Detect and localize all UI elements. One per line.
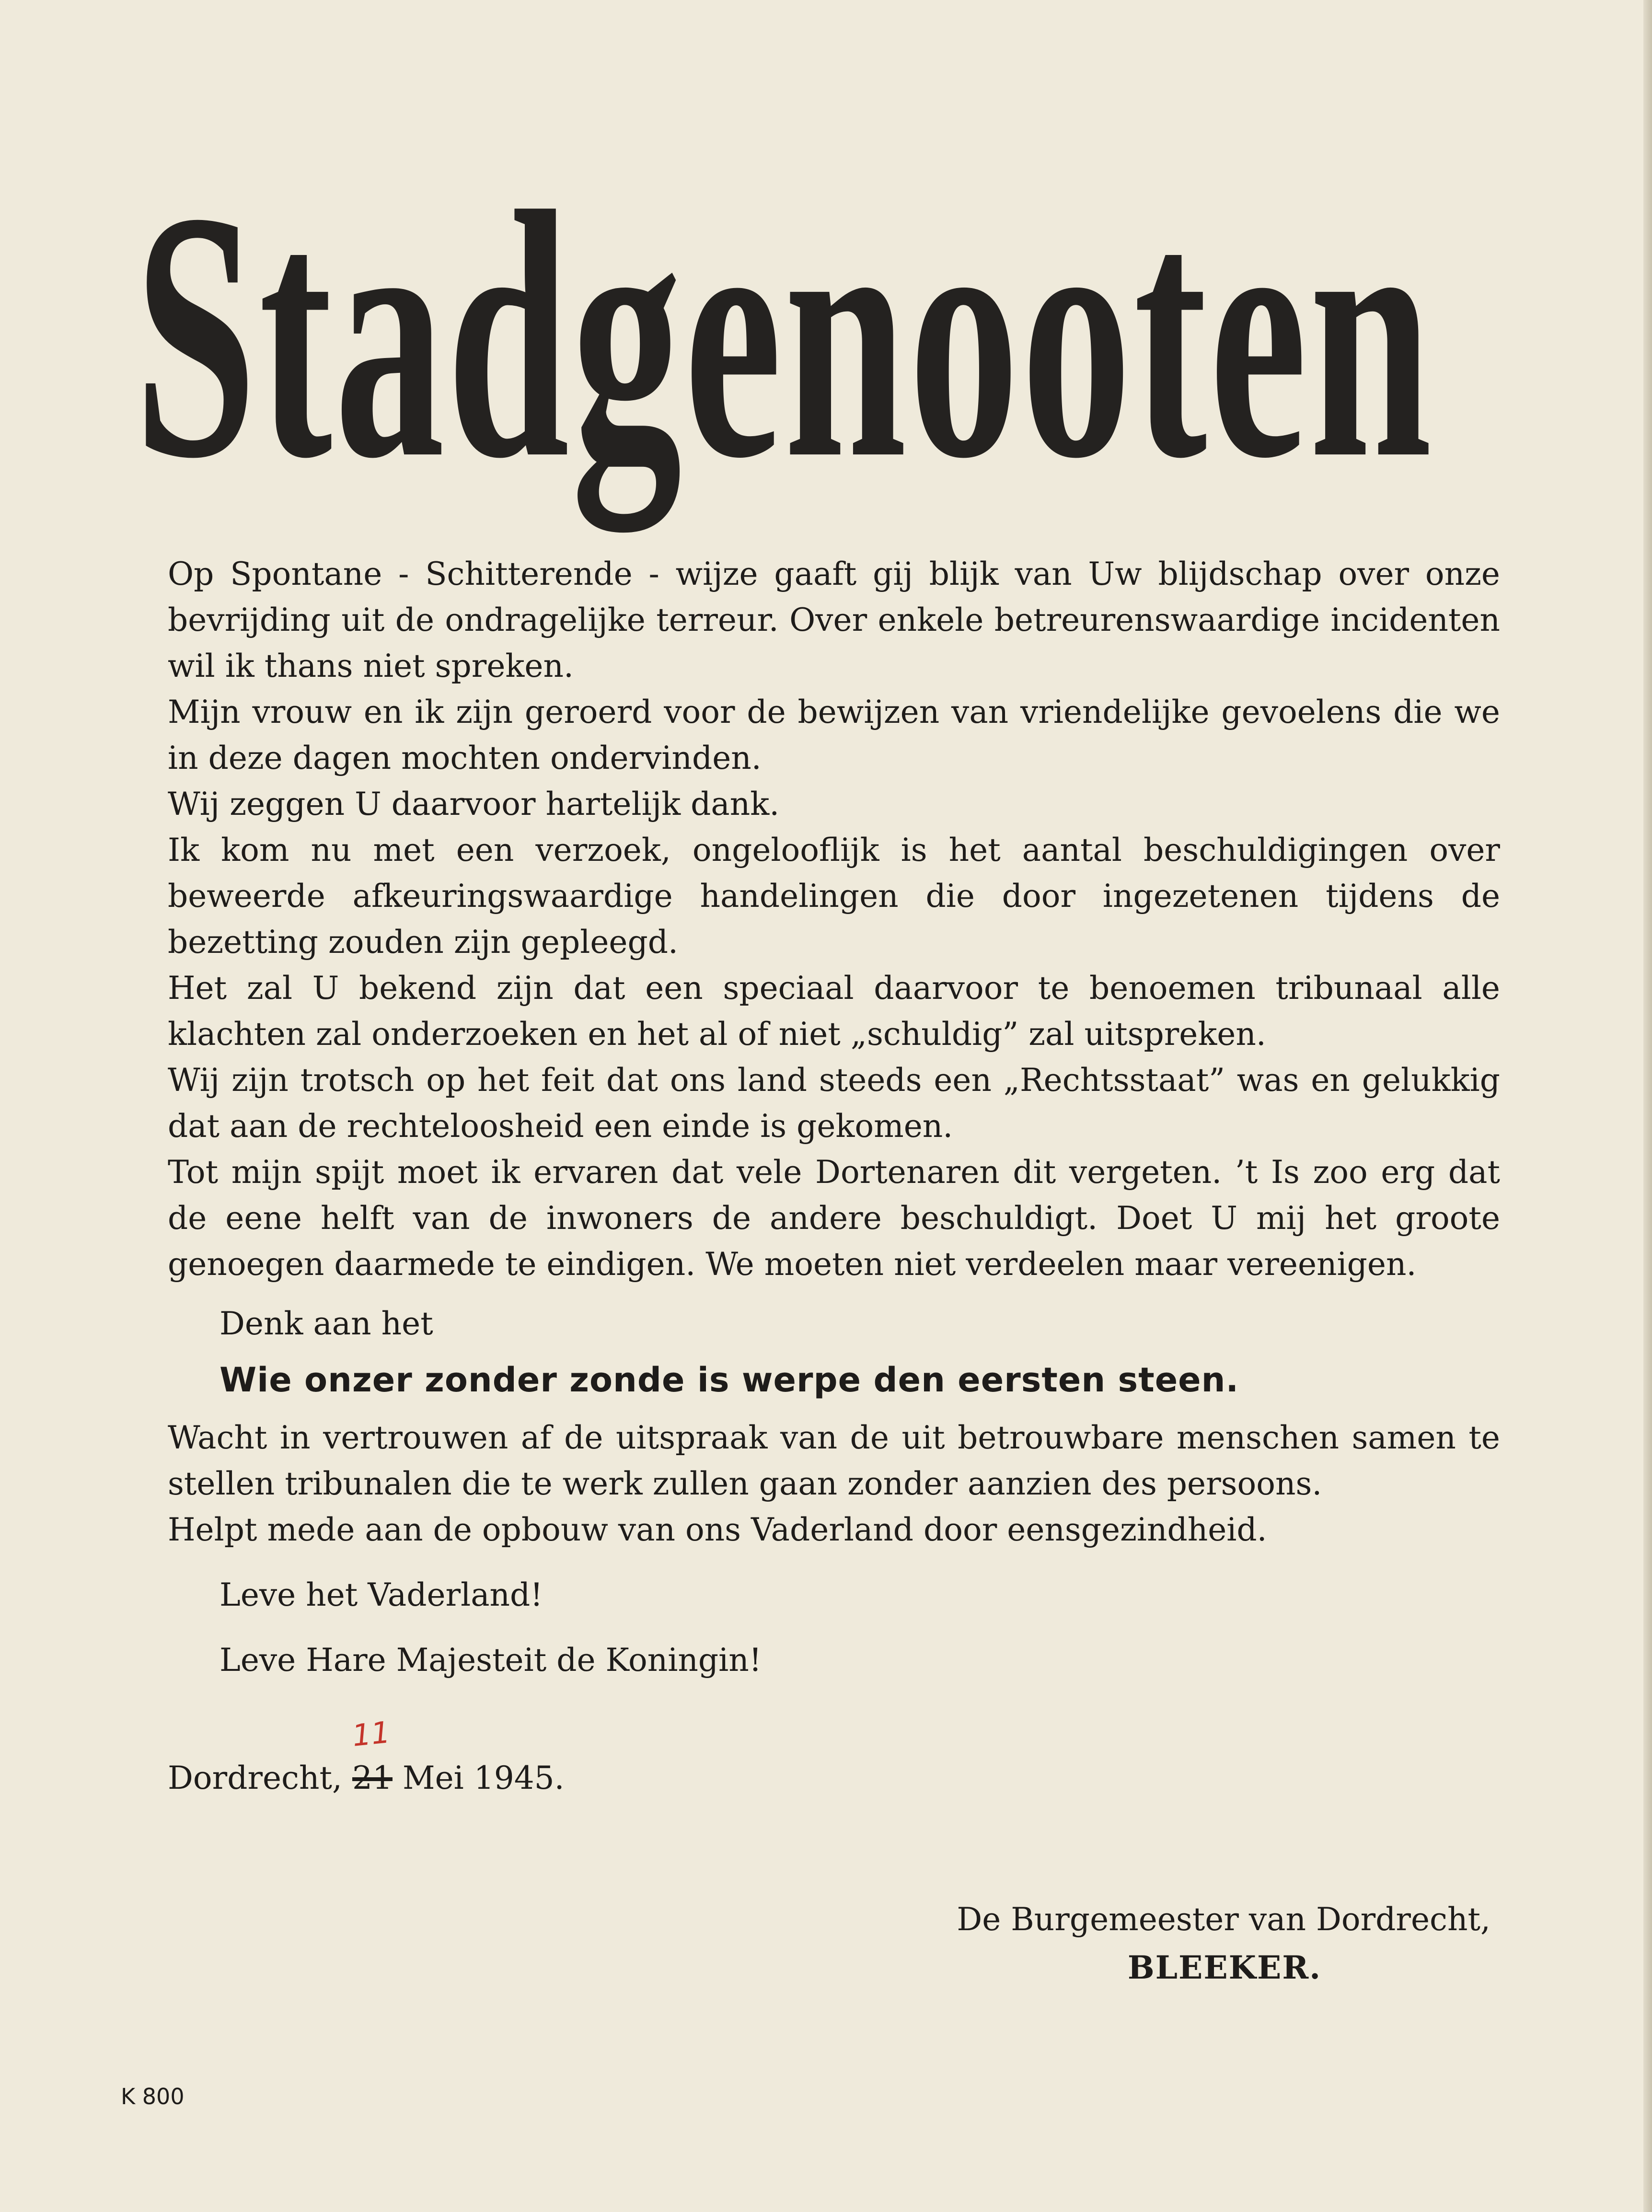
date-place: Dordrecht, [168,1760,343,1796]
signature-office: De Burgemeester van Dordrecht, [957,1901,1490,1938]
reminder-intro: Denk aan het [219,1305,433,1342]
date-month-year: Mei 1945. [402,1760,565,1796]
date-day-printed: 21 [352,1760,393,1796]
poster-title-text: Stadgenooten [134,139,1434,532]
spacer [168,1287,1500,1301]
body-paragraph: Ik kom nu met een verzoek, ongelooflijk is het aantal beschuldigingen over beweerde afkeuringswaardige handelingen die door ingezetenen tijdens de bezetting zouden zijn gepleegd. [168,832,1500,961]
closing-paragraph: Helpt mede aan de opbouw van ons Vaderland door eensgezindheid. [168,1511,1267,1548]
maxim-quote: Wie onzer zonder zonde is werpe den eersten steen. [219,1360,1239,1400]
body-paragraph: Tot mijn spijt moet ik ervaren dat vele Dortenaren dit vergeten. ’t Is zoo erg dat de eene helft van de inwoners de andere beschuldigt. Doet U mij het groote genoegen daarmede te eindigen. We moeten niet verdeelen maar vereenigen. [168,1154,1500,1283]
cheer-line: Leve Hare Majesteit de Koningin! [219,1642,762,1679]
cheer-line: Leve het Vaderland! [219,1576,543,1613]
body-paragraph: Het zal U bekend zijn dat een speciaal daarvoor te benoemen tribunaal alle klachten zal onderzoeken en het al of niet „schuldig” zal uitspreken. [168,970,1500,1053]
body-paragraph: Op Spontane - Schitterende - wijze gaaft gij blijk van Uw blijdschap over onze bevrijding uit de ondragelijke terreur. Over enkele betreurenswaardige incidenten wil ik thans niet spreken. [168,556,1500,684]
spacer [168,1618,1500,1637]
body-paragraph: Mijn vrouw en ik zijn geroerd voor de bewijzen van vriendelijke gevoelens die we in deze dagen mochten ondervinden. [168,694,1500,776]
poster-body [168,551,1500,1801]
spacer [168,1553,1500,1572]
signature-name: BLEEKER. [1127,1949,1322,1986]
catalog-code: K 800 [121,2084,185,2109]
poster-title [134,139,1505,532]
date-line [168,1714,1500,1801]
signature-block [901,1896,1490,1992]
body-paragraph: Wij zijn trotsch op het feit dat ons land steeds een „Rechtsstaat” was en gelukkig dat aan de rechteloosheid een einde is gekomen. [168,1062,1500,1145]
closing-paragraph: Wacht in vertrouwen af de uitspraak van de uit betrouwbare menschen samen te stellen tribunalen die te werk zullen gaan zonder aanzien des persoons. [168,1419,1500,1502]
body-paragraph: Wij zeggen U daarvoor hartelijk dank. [168,786,780,822]
handwritten-day-correction: 11 [350,1714,392,1753]
